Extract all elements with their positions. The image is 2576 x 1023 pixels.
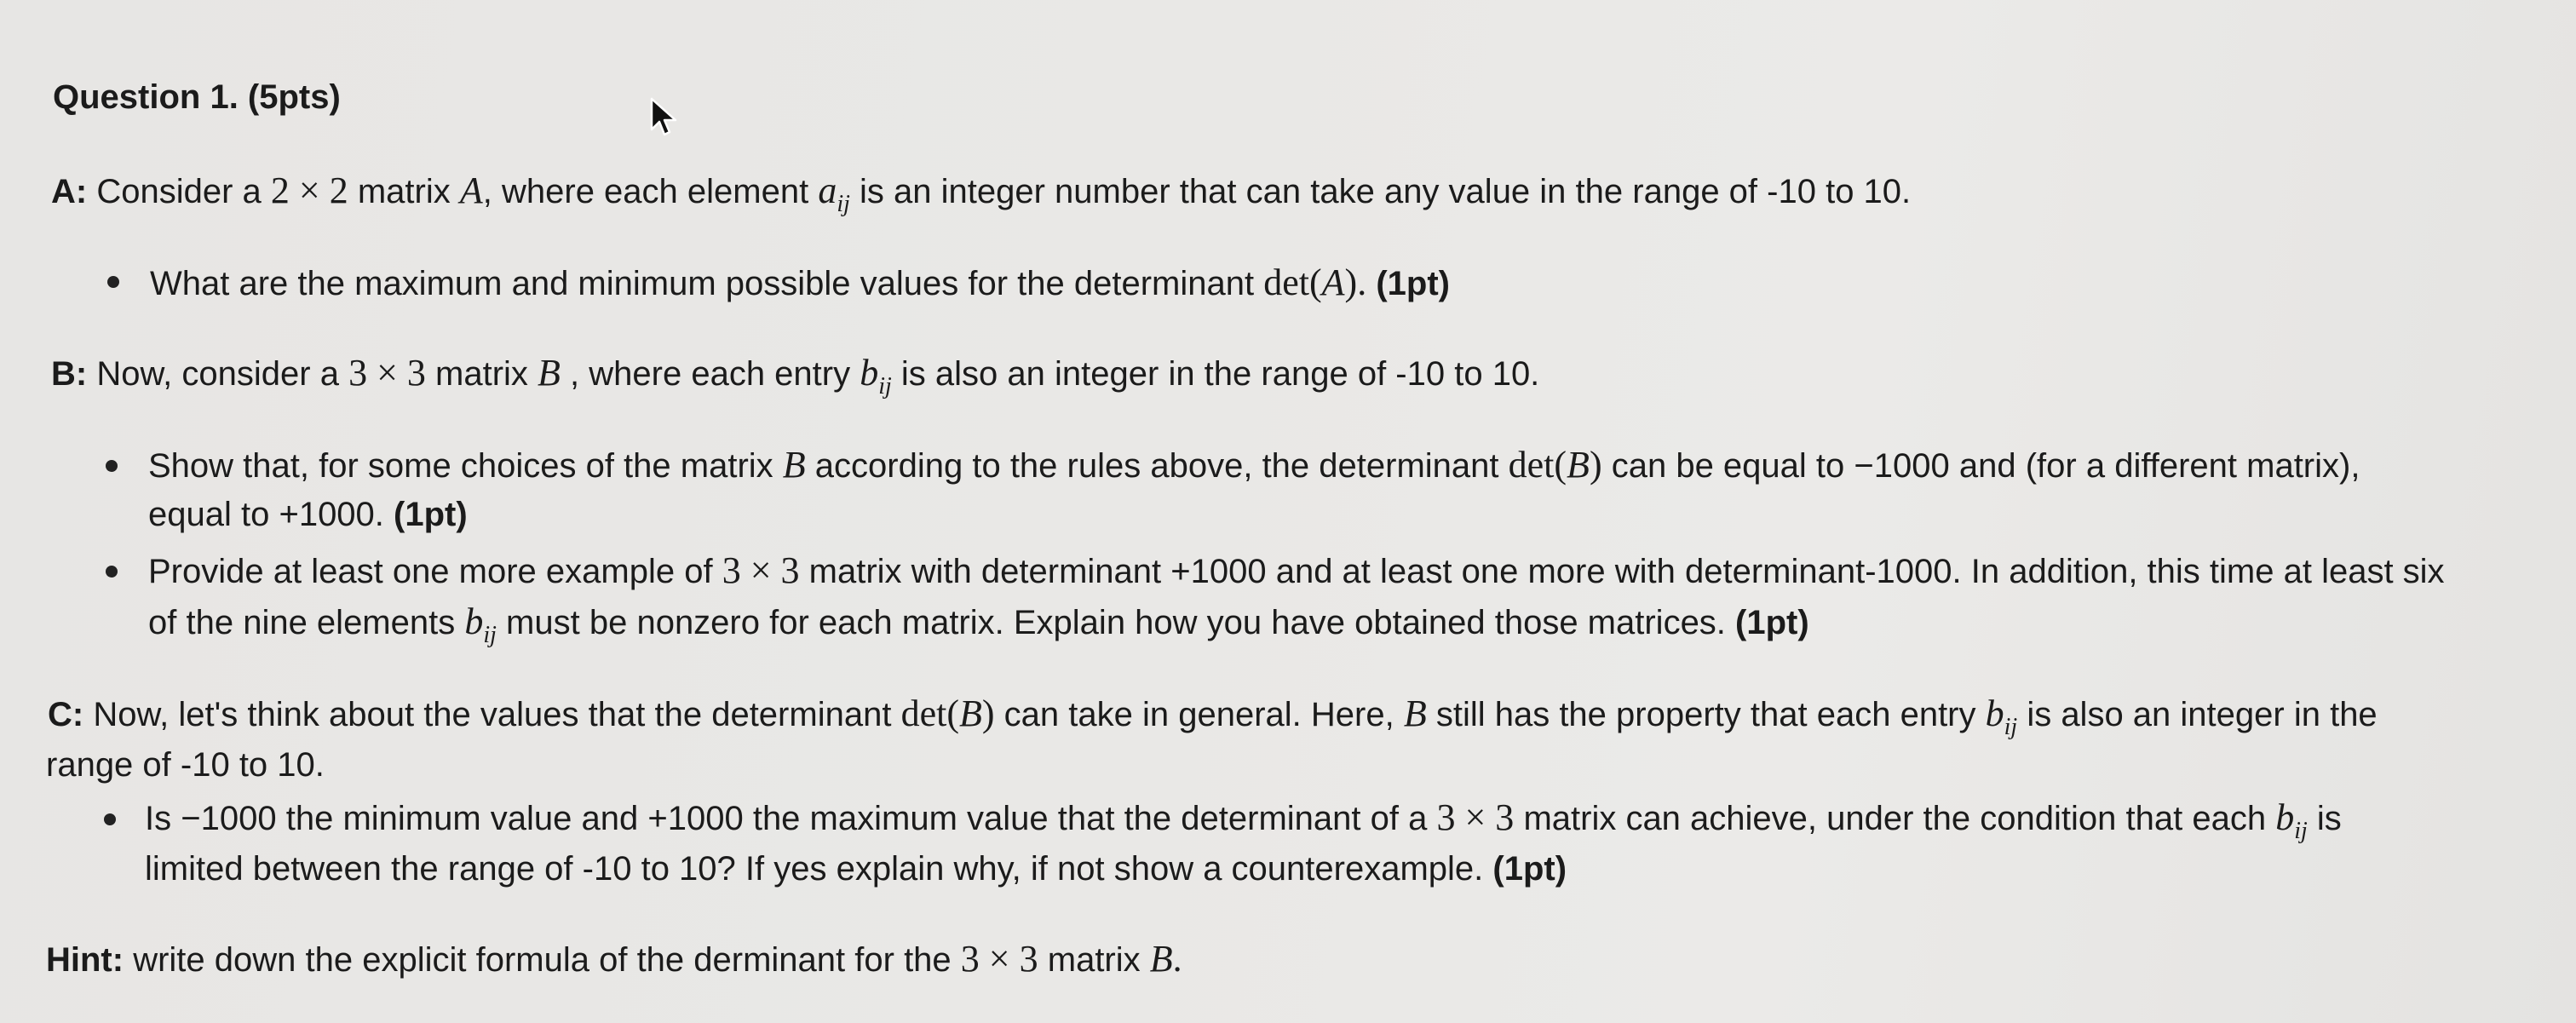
math-value: −1000 (181, 800, 277, 837)
hint-text: write down the explicit formula of the derminant for the (133, 941, 952, 979)
math-dimension: 3 × 3 (348, 352, 426, 394)
math-det: det( (900, 693, 959, 734)
math-det-close: ) (1589, 444, 1602, 486)
math-value: −1000 (1854, 447, 1950, 485)
part-b-text: , where each entry (570, 355, 851, 393)
hint-statement (46, 937, 1182, 982)
part-b-bullet-1-line-1 (148, 443, 2360, 488)
bullet-text: is (2316, 800, 2342, 837)
part-c-bullet-1-line-2 (145, 847, 1567, 891)
math-matrix-symbol: B (958, 693, 982, 734)
part-b-text: matrix (435, 355, 528, 393)
math-dimension: 3 × 3 (1436, 796, 1515, 838)
math-matrix-symbol: B (1567, 444, 1590, 486)
math-subscript: ij (483, 622, 497, 648)
math-matrix-symbol: A (1321, 261, 1345, 303)
bullet-icon (106, 566, 118, 578)
points-label: (1pt) (1735, 604, 1809, 641)
points-label: (1pt) (1376, 265, 1450, 302)
part-b-bullet-1-line-2 (148, 492, 468, 537)
math-subscript: ij (837, 191, 850, 217)
math-matrix-symbol: A (459, 170, 483, 211)
part-a-text: Consider a (96, 173, 262, 210)
part-c-bullet-1-line-1 (145, 796, 2342, 853)
bullet-text: can be equal to (1611, 447, 1845, 485)
part-c-text: range of -10 to 10. (46, 746, 325, 784)
math-element-symbol: a (818, 170, 837, 211)
question-title (53, 75, 341, 119)
part-a-bullet-1 (150, 261, 1450, 306)
part-c-statement-line-2 (46, 743, 325, 787)
hint-text: matrix (1047, 941, 1141, 979)
bullet-icon (107, 276, 119, 288)
math-element-symbol: b (464, 601, 484, 642)
math-matrix-symbol: B (782, 444, 806, 486)
part-b-statement (51, 351, 1539, 409)
part-c-text: is also an integer in the (2027, 696, 2378, 733)
points-label: (1pt) (1492, 850, 1567, 888)
part-a-text: , where each element (482, 173, 809, 210)
part-b-text: is also an integer in the range of -10 to 10. (900, 355, 1540, 393)
part-c-text: still has the property that each entry (1435, 696, 1976, 733)
bullet-icon (106, 460, 118, 472)
math-dimension: 2 × 2 (270, 170, 348, 211)
part-a-text: matrix (357, 173, 451, 210)
part-c-text: Now, let's think about the values that the determinant (93, 696, 892, 733)
mouse-pointer-icon (650, 97, 684, 140)
math-subscript: ij (878, 373, 892, 399)
math-matrix-symbol: B (1149, 938, 1173, 980)
part-a-label: A: (51, 173, 88, 210)
part-c-text: can take in general. Here, (1003, 696, 1394, 733)
bullet-text: of the nine elements (148, 604, 456, 641)
math-dimension: 3 × 3 (960, 938, 1038, 980)
math-element-symbol: b (2275, 796, 2295, 838)
bullet-text: must be nonzero for each matrix. Explain how you have obtained those matrices. (506, 604, 1726, 641)
part-a-statement (51, 169, 1911, 227)
hint-label: Hint: (46, 941, 124, 979)
part-b-bullet-2-line-1 (148, 549, 2445, 594)
bullet-text: matrix with determinant +1000 and at least one more with determinant-1000. In addition, this time at least six (808, 553, 2445, 590)
part-c-label: C: (48, 696, 84, 733)
bullet-text: matrix can achieve, under the condition that each (1523, 800, 2267, 837)
bullet-text: Is (145, 800, 172, 837)
math-dimension: 3 × 3 (722, 549, 800, 591)
part-b-text: Now, consider a (96, 355, 339, 393)
points-label: (1pt) (394, 496, 468, 533)
math-period: . (1172, 938, 1182, 980)
math-det: det( (1263, 261, 1322, 303)
bullet-icon (104, 813, 116, 825)
math-det-close: ) (981, 693, 995, 734)
math-subscript: ij (2294, 818, 2308, 844)
math-element-symbol: b (860, 352, 879, 394)
bullet-text: the minimum value and +1000 the maximum value that the determinant of a (285, 800, 1428, 837)
part-a-text: is an integer number that can take any value in the range of -10 to 10. (860, 173, 1912, 210)
bullet-text: Show that, for some choices of the matrix (148, 447, 773, 485)
part-b-label: B: (51, 355, 88, 393)
bullet-text: according to the rules above, the determinant (814, 447, 1499, 485)
math-matrix-symbol: B (538, 352, 561, 394)
bullet-text: Provide at least one more example of (148, 553, 713, 590)
math-matrix-symbol: B (1403, 693, 1427, 734)
math-subscript: ij (2004, 714, 2018, 740)
part-c-statement-line-1 (48, 692, 2378, 750)
bullet-text: and (for a different matrix), (1958, 447, 2360, 485)
math-det-close: ). (1344, 261, 1367, 303)
bullet-text: What are the maximum and minimum possible values for the determinant (150, 265, 1255, 302)
math-det: det( (1508, 444, 1567, 486)
bullet-text: equal to +1000. (148, 496, 384, 533)
question-title-text: Question 1. (5pts) (53, 78, 341, 116)
part-b-bullet-2-line-2 (148, 600, 1809, 658)
math-element-symbol: b (1985, 693, 2004, 734)
bullet-text: limited between the range of -10 to 10? If yes explain why, if not show a counterexample. (145, 850, 1484, 888)
